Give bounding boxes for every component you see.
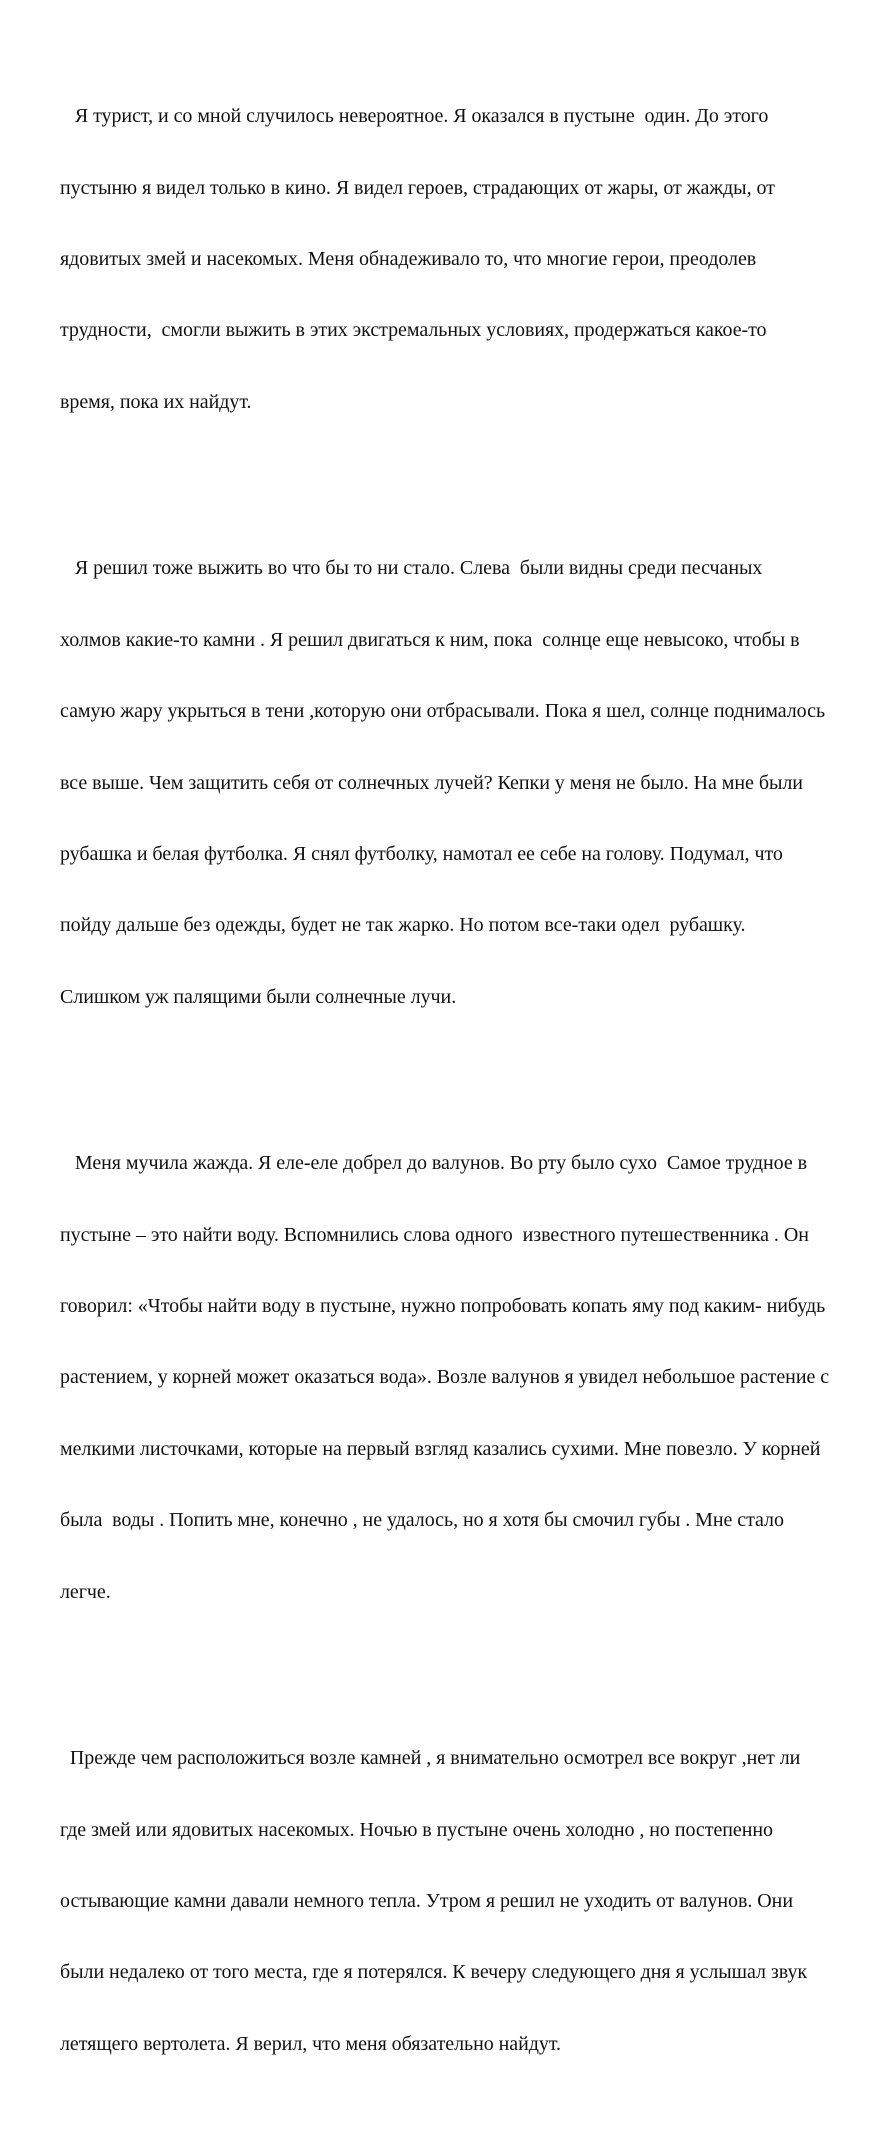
text-line: были недалеко от того места, где я потерялся. К вечеру следующего дня я услышал звук — [60, 1961, 808, 1984]
text-line: Я решил тоже выжить во что бы то ни стало. Слева были видны среди песчаных — [60, 557, 763, 580]
text-line: время, пока их найдут. — [60, 390, 252, 413]
text-line: рубашка и белая футболка. Я снял футболку, намотал ее себе на голову. Подумал, что — [60, 842, 783, 865]
text-line: говорил: «Чтобы найти воду в пустыне, нужно попробовать копать яму под каким- нибудь — [60, 1295, 826, 1318]
text-line: самую жару укрыться в тени ,которую они отбрасывали. Пока я шел, солнце поднималось — [60, 700, 826, 723]
paragraph-3 — [60, 1105, 860, 1652]
text-line: летящего вертолета. Я верил, что меня обязательно найдут. — [60, 2032, 561, 2055]
story-text — [60, 10, 860, 2152]
text-line: пустыне – это найти воду. Вспомнились слова одного известного путешественника . Он — [60, 1223, 809, 1246]
text-line: Прежде чем расположиться возле камней , я внимательно осмотрел все вокруг ,нет ли — [60, 1747, 801, 1770]
paragraph-2 — [60, 510, 860, 1057]
text-line: ядовитых змей и насекомых. Меня обнадеживало то, что многие герои, преодолев — [60, 247, 757, 270]
paragraph-1 — [60, 58, 860, 463]
text-line: пустыню я видел только в кино. Я видел героев, страдающих от жары, от жажды, от — [60, 176, 775, 199]
text-line: была воды . Попить мне, конечно , не удалось, но я хотя бы смочил губы . Мне стало — [60, 1509, 784, 1532]
text-line: трудности, смогли выжить в этих экстремальных условиях, продержаться какое-то — [60, 319, 767, 342]
text-line: растением, у корней может оказаться вода». Возле валунов я увидел небольшое растение с — [60, 1366, 830, 1389]
text-line: пойду дальше без одежды, будет не так жарко. Но потом все-таки одел рубашку. — [60, 914, 746, 937]
text-line: мелкими листочками, которые на первый взгляд казались сухими. Мне повезло. У корней — [60, 1437, 821, 1460]
text-line: холмов какие-то камни . Я решил двигаться к ним, пока солнце еще невысоко, чтобы в — [60, 628, 800, 651]
text-line: все выше. Чем защитить себя от солнечных лучей? Кепки у меня не было. На мне были — [60, 771, 803, 794]
text-line: Слишком уж палящими были солнечные лучи. — [60, 985, 457, 1008]
text-line: остывающие камни давали немного тепла. Утром я решил не уходить от валунов. Они — [60, 1889, 793, 1912]
text-line: Я турист, и со мной случилось невероятное. Я оказался в пустыне один. До этого — [60, 105, 769, 128]
text-line: Меня мучила жажда. Я еле-еле добрел до валунов. Во рту было сухо Самое трудное в — [60, 1152, 808, 1175]
text-line: легче. — [60, 1580, 111, 1603]
paragraph-4 — [60, 1700, 860, 2105]
text-line: где змей или ядовитых насекомых. Ночью в пустыне очень холодно , но постепенно — [60, 1818, 774, 1841]
